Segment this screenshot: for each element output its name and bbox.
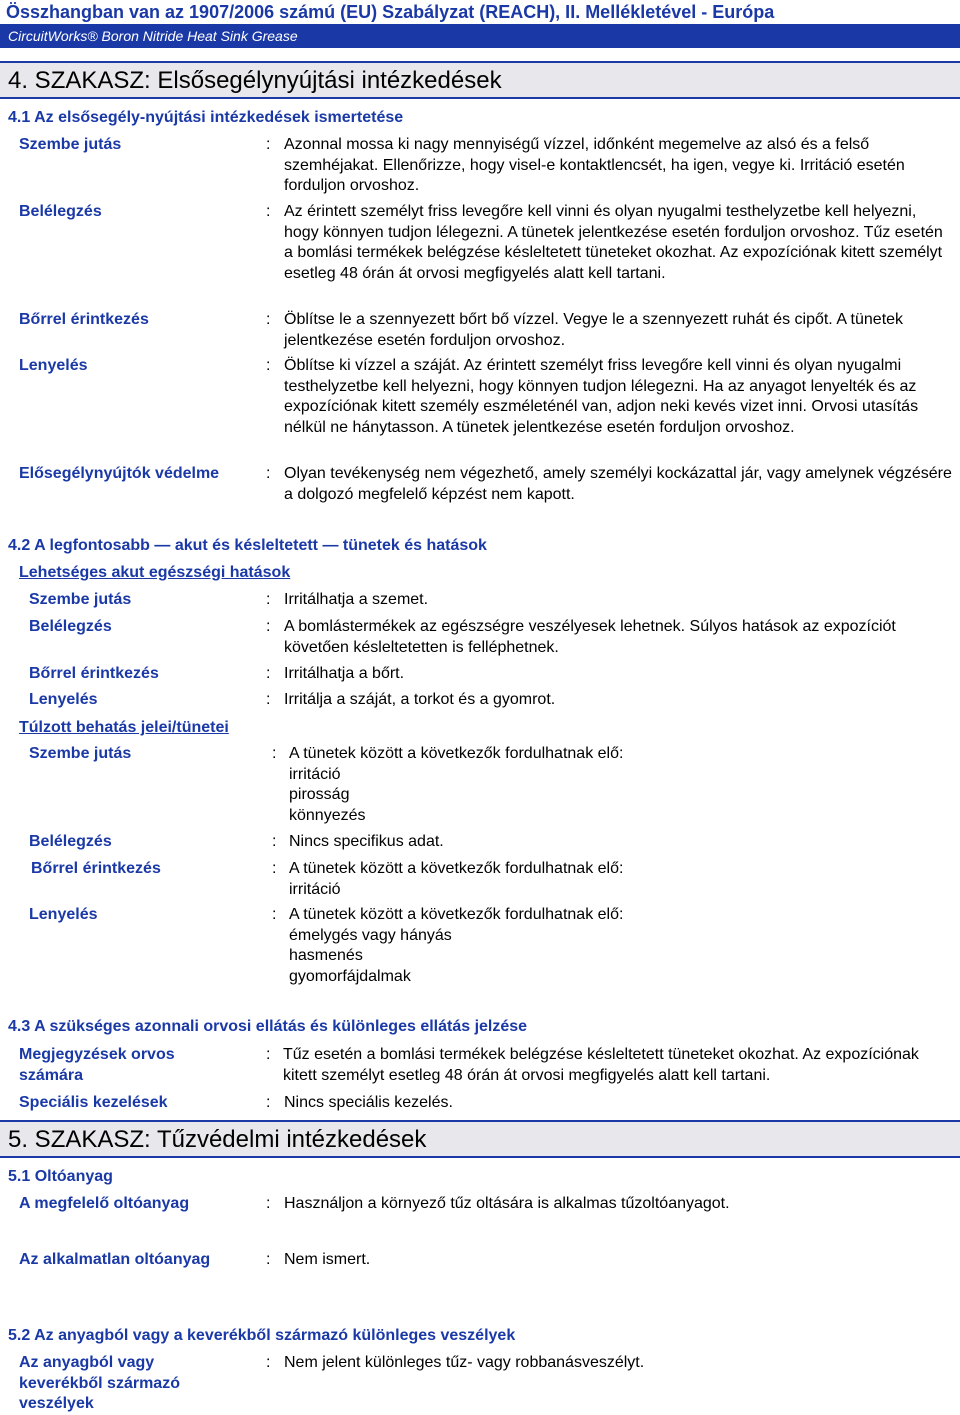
- symptom-line: A tünetek között a következők fordulhatnak elő:: [289, 906, 624, 923]
- colon: :: [266, 136, 271, 153]
- acute-skin-text: Irritálhatja a bőrt.: [284, 665, 405, 682]
- notes-to-physician-text: Tűz esetén a bomlási termékek belégzése késleltetett tüneteket okozhat. Az expozíciónak kitett személyt esetleg 48 órán át orvosi megfigyelés alatt kell tartani.: [283, 1046, 919, 1084]
- symptom-line: A tünetek között a következők fordulhatnak elő:: [289, 745, 624, 762]
- symptom-line: pirosság: [289, 786, 350, 804]
- colon: :: [266, 665, 271, 682]
- colon: :: [266, 1354, 271, 1371]
- over-eye-text: [289, 744, 949, 826]
- section-5-title: 5. SZAKASZ: Tűzvédelmi intézkedések: [8, 1126, 427, 1153]
- overexposure-heading: Túlzott behatás jelei/tünetei: [19, 719, 229, 736]
- label-inhalation: Belélegzés: [19, 203, 102, 220]
- suitable-media-text: Használjon a környező tűz oltására is alkalmas tűzoltóanyagot.: [284, 1195, 730, 1212]
- ingestion-text: Öblítse ki vízzel a száját. Az érintett személyt friss levegőre kell vinni és olyan nyugalmi testhelyzetbe kell helyezni, hogy könnyen tudjon lélegezni. Ha az anyagot lenyelték és az expozíciónak kitett személy eszméleténél van, adjon neki kevés vizet inni. Orvosi utasítás nélkül ne hánytasson. A tünetek jelentkezése esetén forduljon orvoshoz.: [284, 357, 919, 436]
- label-over-inhalation: Belélegzés: [29, 833, 112, 850]
- label-eye-contact: Szembe jutás: [19, 136, 122, 153]
- label-specific-hazards: Az anyagból vagy keverékből származó veszélyek: [19, 1354, 180, 1413]
- symptom-line: hasmenés: [289, 947, 363, 965]
- label-unsuitable-media: Az alkalmatlan oltóanyag: [19, 1251, 211, 1268]
- acute-inhalation-text: A bomlástermékek az egészségre veszélyesek lehetnek. Súlyos hatások az expozíciót követően késleltetetten is felléphetnek.: [284, 618, 896, 656]
- colon: :: [266, 691, 271, 708]
- document-header-title: Összhangban van az 1907/2006 számú (EU) Szabályzat (REACH), II. Mellékletével - Európa: [6, 2, 775, 22]
- over-inhalation-text: [289, 832, 949, 853]
- over-skin-text: [289, 859, 949, 900]
- specific-treatments-text: Nincs speciális kezelés.: [284, 1094, 453, 1111]
- symptom-line: irritáció: [289, 765, 341, 783]
- product-name: CircuitWorks® Boron Nitride Heat Sink Grease: [8, 28, 298, 44]
- colon: :: [266, 465, 271, 482]
- acute-effects-heading: Lehetséges akut egészségi hatások: [19, 564, 291, 581]
- colon: :: [266, 203, 271, 220]
- symptom-line: könnyezés: [289, 806, 366, 824]
- subsection-4-1-title: 4.1 Az elsősegély-nyújtási intézkedések ismertetése: [8, 109, 404, 126]
- label-acute-skin: Bőrrel érintkezés: [29, 665, 159, 682]
- symptom-line: gyomorfájdalmak: [289, 967, 411, 985]
- colon: :: [266, 1094, 271, 1111]
- subsection-4-2-title: 4.2 A legfontosabb — akut és késleltetett — tünetek és hatások: [8, 537, 487, 554]
- label-ingestion: Lenyelés: [19, 357, 88, 374]
- label-first-aider-protection: Elősegélynyújtók védelme: [19, 465, 220, 482]
- label-specific-treatments: Speciális kezelések: [19, 1094, 168, 1111]
- specific-hazards-text: Nem jelent különleges tűz- vagy robbanásveszélyt.: [284, 1354, 645, 1371]
- colon: :: [266, 357, 271, 374]
- colon: :: [266, 1251, 271, 1268]
- colon: :: [272, 745, 277, 762]
- label-suitable-media: A megfelelő oltóanyag: [19, 1195, 190, 1212]
- colon: :: [266, 591, 271, 608]
- symptom-line: Nincs specifikus adat.: [289, 833, 444, 850]
- label-acute-eye: Szembe jutás: [29, 591, 132, 608]
- section-4-title: 4. SZAKASZ: Elsősegélynyújtási intézkedések: [8, 67, 502, 94]
- label-skin-contact: Bőrrel érintkezés: [19, 311, 149, 328]
- label-acute-ingestion: Lenyelés: [29, 691, 98, 708]
- label-acute-inhalation: Belélegzés: [29, 618, 112, 635]
- colon: :: [266, 1046, 271, 1063]
- symptom-line: irritáció: [289, 880, 341, 898]
- unsuitable-media-text: Nem ismert.: [284, 1251, 371, 1268]
- label-over-eye: Szembe jutás: [29, 745, 132, 762]
- colon: :: [266, 1195, 271, 1212]
- colon: :: [266, 311, 271, 328]
- eye-contact-text: Azonnal mossa ki nagy mennyiségű vízzel, időnként megemelve az alsó és a felső szemhéjakat. Ellenőrizze, hogy visel-e kontaktlencsét, ha igen, vegye ki. Irritáció esetén forduljon orvoshoz.: [284, 136, 905, 195]
- label-over-ingestion: Lenyelés: [29, 906, 98, 923]
- symptom-line: A tünetek között a következők fordulhatnak elő:: [289, 860, 624, 877]
- colon: :: [266, 618, 271, 635]
- skin-contact-text: Öblítse le a szennyezett bőrt bő vízzel. Vegye le a szennyezett ruhát és cipőt. A tünetek jelentkezése esetén forduljon orvoshoz.: [284, 311, 904, 349]
- acute-eye-text: Irritálhatja a szemet.: [284, 591, 429, 608]
- colon: :: [272, 833, 277, 850]
- over-ingestion-text: [289, 905, 949, 987]
- first-aider-protection-text: Olyan tevékenység nem végezhető, amely személyi kockázattal jár, vagy amelynek végzésére a dolgozó megfelelő képzést nem kapott.: [284, 465, 952, 503]
- acute-ingestion-text: Irritálja a száját, a torkot és a gyomrot.: [284, 691, 556, 708]
- subsection-5-1-title: 5.1 Oltóanyag: [8, 1168, 113, 1185]
- label-notes-to-physician: Megjegyzések orvos számára: [19, 1046, 175, 1084]
- colon: :: [272, 860, 277, 877]
- subsection-4-3-title: 4.3 A szükséges azonnali orvosi ellátás és különleges ellátás jelzése: [8, 1018, 528, 1035]
- inhalation-text: Az érintett személyt friss levegőre kell vinni és olyan nyugalmi testhelyzetbe kell helyezni, hogy könnyen tudjon lélegezni. A tünetek jelentkezése esetén forduljon orvoshoz. Tűz esetén a bomlási termékek belégzése késleltetett tüneteket okozhat. Az expozíciónak kitett személyt esetleg 48 órán át orvosi megfigyelés alatt kell tartani.: [284, 203, 943, 282]
- label-over-skin: Bőrrel érintkezés: [31, 860, 161, 877]
- subsection-5-2-title: 5.2 Az anyagból vagy a keverékből származó különleges veszélyek: [8, 1327, 516, 1344]
- symptom-line: émelygés vagy hányás: [289, 926, 452, 944]
- colon: :: [272, 906, 277, 923]
